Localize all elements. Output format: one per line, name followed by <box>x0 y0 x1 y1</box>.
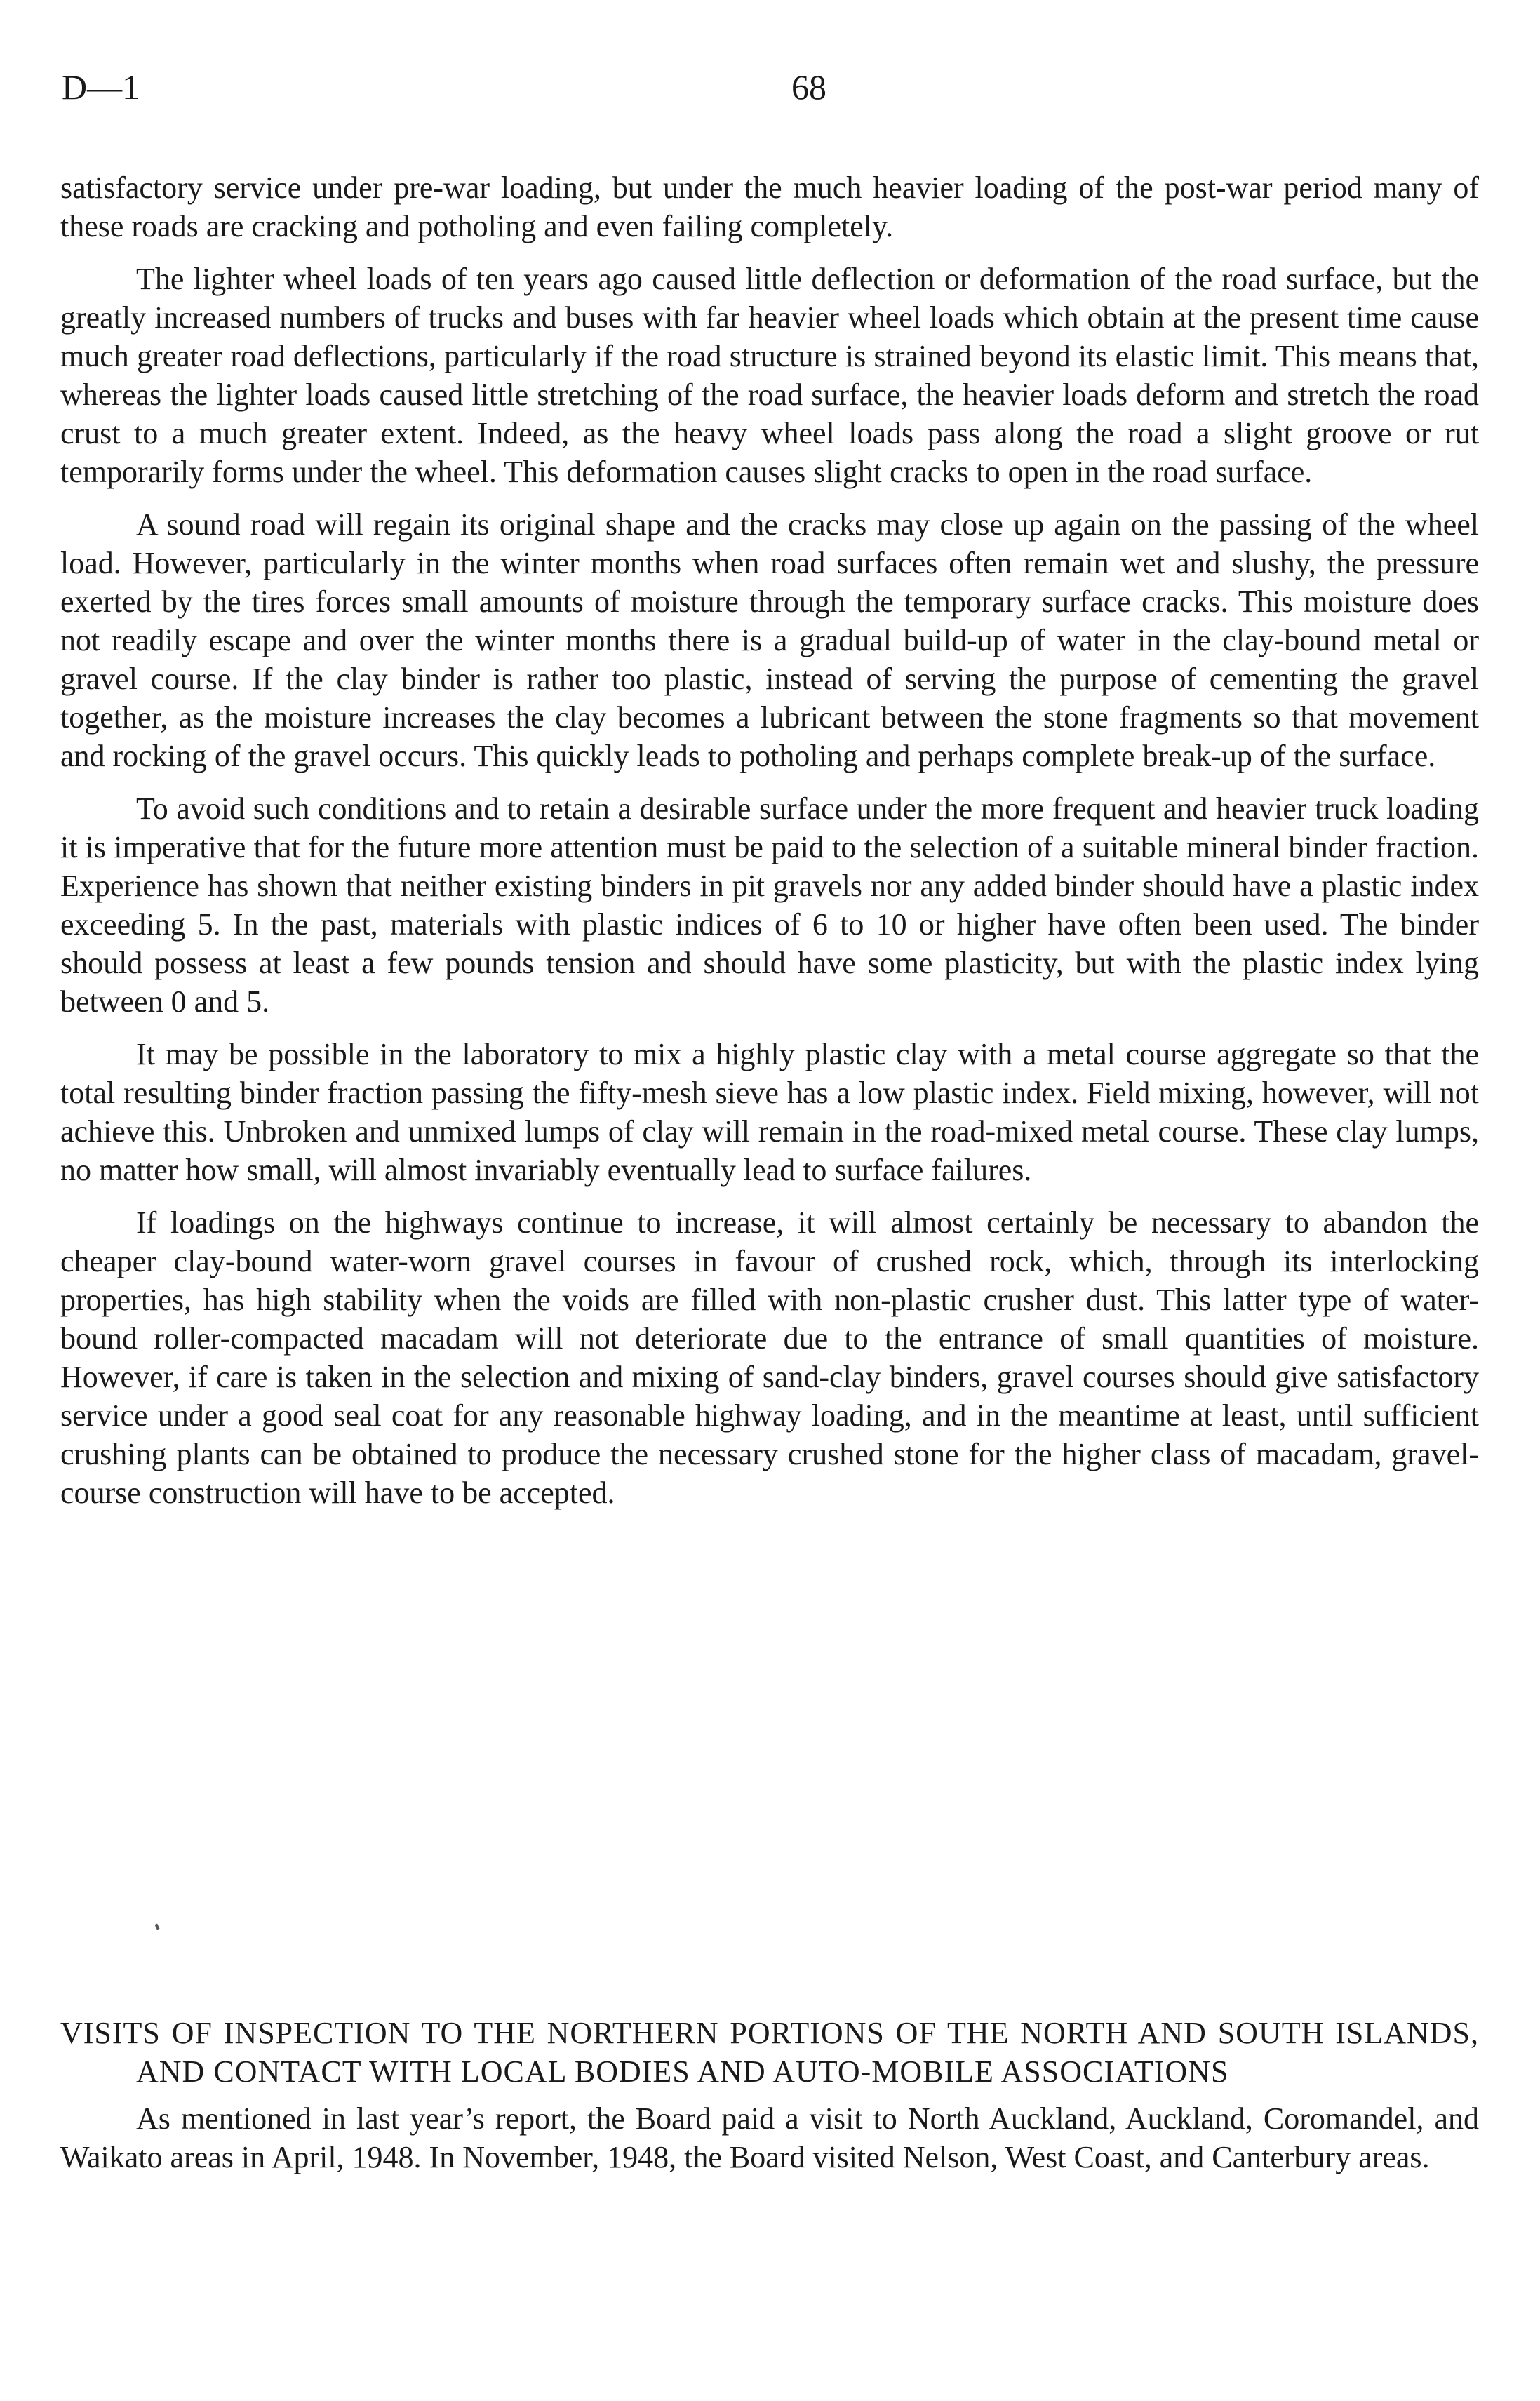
section-paragraph: As mentioned in last year’s report, the Board paid a visit to North Auckland, Auckland, Coromandel, and Waikato areas in April, 1948. In November, 1948, the Board visited Nelson, West Coast, and Canterbury areas. <box>60 2101 1479 2174</box>
document-reference: D—1 <box>62 67 140 107</box>
paragraph-wheel-loads: The lighter wheel loads of ten years ago caused little deflection or deformation of the road surface, but the greatly increased numbers of trucks and buses with far heavier wheel loads which obtain at the present time cause much greater road deflections, particularly if the road structure is strained beyond its elastic limit. This means that, whereas the lighter loads caused little stretching of the road surface, the heavier loads deform and stretch the road crust to a much greater extent. Indeed, as the heavy wheel loads pass along the road a slight groove or rut temporarily forms under the wheel. This deformation causes slight cracks to open in the road surface. <box>60 262 1479 489</box>
paragraph-sound-road: A sound road will regain its original shape and the cracks may close up again on the passing of the wheel load. However, particularly in the winter months when road surfaces often remain wet and slushy, the pressure exerted by the tires forces small amounts of moisture through the temporary surface cracks. This moisture does not readily escape and over the winter months there is a gradual build-up of water in the clay-bound metal or gravel course. If the clay binder is rather too plastic, instead of serving the purpose of cementing the gravel together, as the moisture increases the clay becomes a lubricant between the stone fragments so that movement and rocking of the gravel occurs. This quickly leads to potholing and perhaps complete break-up of the surface. <box>60 507 1479 773</box>
paragraph-binder-selection: To avoid such conditions and to retain a desirable surface under the more frequent and heavier truck loading it is imperative that for the future more attention must be paid to the selection of a suitable mineral binder fraction. Experience has shown that neither existing binders in pit gravels nor any added binder should have a plastic index exceeding 5. In the past, materials with plastic indices of 6 to 10 or higher have often been used. The binder should possess at least a few pounds tension and should have some plasticity, but with the plastic index lying between 0 and 5. <box>60 791 1479 1019</box>
body-text <box>60 168 1479 1526</box>
page-number: 68 <box>791 67 826 107</box>
stray-mark <box>154 1924 159 1930</box>
paragraph-laboratory-mixing: It may be possible in the laboratory to mix a highly plastic clay with a metal course aggregate so that the total resulting binder fraction passing the fifty-mesh sieve has a low plastic index. Field mixing, however, will not achieve this. Unbroken and unmixed lumps of clay will remain in the road-mixed metal course. These clay lumps, no matter how small, will almost invariably eventually lead to surface failures. <box>60 1037 1479 1187</box>
page-header <box>62 67 1479 116</box>
section-heading: VISITS OF INSPECTION TO THE NORTHERN PORTIONS OF THE NORTH AND SOUTH ISLANDS, AND CONTACT WITH LOCAL BODIES AND AUTO-MOBILE ASSOCIATIONS <box>60 2016 1479 2089</box>
paragraph-continued: satisfactory service under pre-war loading, but under the much heavier loading of the post-war period many of these roads are cracking and potholing and even failing completely. <box>60 170 1479 243</box>
paragraph-crushed-rock: If loadings on the highways continue to increase, it will almost certainly be necessary to abandon the cheaper clay-bound water-worn gravel courses in favour of crushed rock, which, through its interlocking properties, has high stability when the voids are filled with non-plastic crusher dust. This latter type of water-bound roller-compacted macadam will not deteriorate due to the entrance of small quantities of moisture. However, if care is taken in the selection and mixing of sand-clay binders, gravel courses should give satisfactory service under a good seal coat for any reasonable highway loading, and in the meantime at least, until sufficient crushing plants can be obtained to produce the necessary crushed stone for the higher class of macadam, gravel-course construction will have to be accepted. <box>60 1205 1479 1510</box>
inspection-section <box>60 2014 1479 2176</box>
